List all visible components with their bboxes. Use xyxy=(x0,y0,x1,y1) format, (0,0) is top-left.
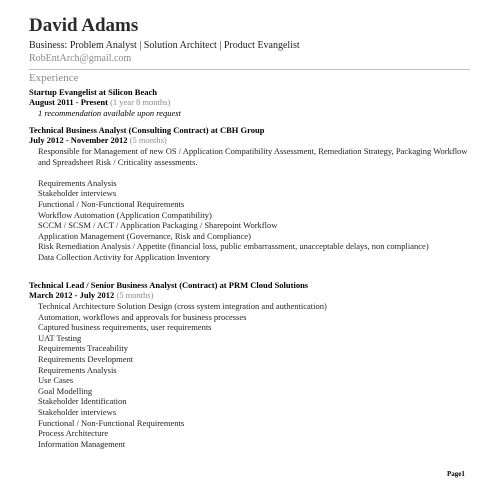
job-line: Data Collection Activity for Application Inventory xyxy=(38,251,211,262)
job-date-range: March 2012 - July 2012 xyxy=(29,290,115,300)
job-description xyxy=(38,146,478,263)
job-dates xyxy=(29,135,167,145)
job-dates xyxy=(29,290,154,300)
job-line: Technical Architecture Solution Design (cross system integration and authentication) xyxy=(38,301,327,311)
job-line: Automation, workflows and approvals for business processes xyxy=(38,311,247,322)
job-line: Application Management (Governance, Risk and Compliance) xyxy=(38,230,251,241)
job-date-range: July 2012 - November 2012 xyxy=(29,135,128,145)
job-line: Process Architecture xyxy=(38,428,109,439)
job-line: Requirements Analysis xyxy=(38,177,117,188)
job-title: Technical Lead / Senior Business Analyst (Contract) at PRM Cloud Solutions xyxy=(29,280,309,290)
job-line: Requirements Analysis xyxy=(38,364,117,375)
experience-section-title: Experience xyxy=(29,72,79,84)
header-divider xyxy=(29,69,470,70)
job-line: Functional / Non-Functional Requirements xyxy=(38,417,185,428)
job-line: Information Management xyxy=(38,438,126,449)
job-line: Goal Modelling xyxy=(38,385,93,396)
job-duration: (5 months) xyxy=(116,290,154,300)
job-line: Requirements Traceability xyxy=(38,343,128,354)
job-description xyxy=(38,301,478,449)
email-address[interactable]: RobEntArch@gmail.com xyxy=(29,53,132,64)
job-line: Requirements Development xyxy=(38,353,134,364)
job-line: SCCM / SCSM / ACT / Application Packaging / Sharepoint Workflow xyxy=(38,220,278,231)
job-line: Workflow Automation (Application Compatibility) xyxy=(38,209,212,220)
job-line: UAT Testing xyxy=(38,332,82,343)
recommendation-note: 1 recommendation available upon request xyxy=(38,108,181,118)
headline: Business: Problem Analyst | Solution Architect | Product Evangelist xyxy=(29,40,300,51)
job-duration: (1 year 8 months) xyxy=(110,97,171,107)
job-dates xyxy=(29,97,170,107)
job-duration: (5 months) xyxy=(129,135,167,145)
job-line: Functional / Non-Functional Requirements xyxy=(38,198,185,209)
job-date-range: August 2011 - Present xyxy=(29,97,108,107)
job-line: Stakeholder interviews xyxy=(38,188,117,199)
spacer xyxy=(38,167,478,178)
job-line: Responsible for Management of new OS / Application Compatibility Assessment, Remediation Strategy, Packaging Workflow and Spreadsheet Risk / Criticality assessments. xyxy=(38,146,468,167)
job-title: Startup Evangelist at Silicon Beach xyxy=(29,87,157,97)
job-line: Stakeholder interviews xyxy=(38,406,117,417)
job-line: Stakeholder Identification xyxy=(38,396,127,407)
page-number: Page1 xyxy=(447,470,465,478)
job-line: Captured business requirements, user requirements xyxy=(38,322,212,333)
job-line: Use Cases xyxy=(38,375,74,386)
person-name: David Adams xyxy=(29,15,139,36)
job-line: Risk Remediation Analysis / Appetite (financial loss, public embarrassment, unacceptable delays, non compliance) xyxy=(38,241,429,252)
job-title: Technical Business Analyst (Consulting Contract) at CBH Group xyxy=(29,125,265,135)
